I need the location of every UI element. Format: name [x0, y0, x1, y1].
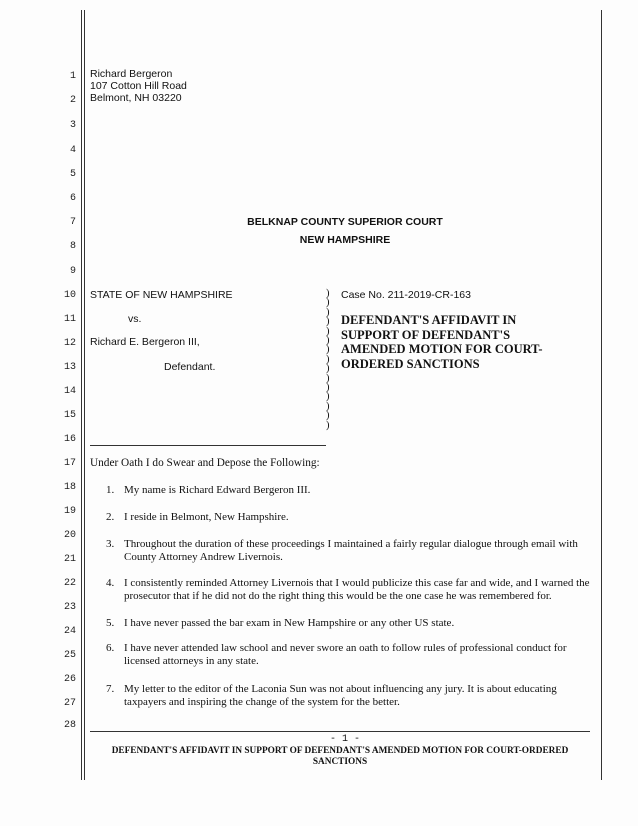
- caption-underline: [90, 445, 326, 446]
- line-number: 19: [63, 506, 76, 517]
- item-text: I consistently reminded Attorney Livernois that I would publicize this case far and wide, and I warned the prosecutor that if he did not do the right thing this would be the one case he was remembered for.: [124, 577, 590, 602]
- plaintiff: STATE OF NEW HAMPSHIRE: [90, 289, 233, 301]
- defendant-label: Defendant.: [164, 361, 216, 373]
- item-text: I have never attended law school and never swore an oath to follow rules of professional conduct for licensed attorneys in any state.: [124, 642, 567, 667]
- item-number: 1.: [106, 484, 115, 496]
- footer-title: DEFENDANT'S AFFIDAVIT IN SUPPORT OF DEFENDANT'S AMENDED MOTION FOR COURT-ORDERED SANCTIONS: [111, 746, 569, 767]
- line-number: 21: [63, 554, 76, 565]
- line-number: 18: [63, 482, 76, 493]
- city-state-zip: Belmont, NH 03220: [90, 92, 182, 104]
- item-text: My letter to the editor of the Laconia Sun was not about influencing any jury. It is about educating taxpayers and inspiring the change of the system for the better.: [124, 683, 557, 708]
- line-number: 10: [63, 290, 76, 301]
- line-number: 27: [63, 698, 76, 709]
- line-number: 1: [69, 71, 76, 82]
- line-number: 13: [63, 362, 76, 373]
- item-number: 4.: [106, 577, 115, 589]
- item-text: Throughout the duration of these proceedings I maintained a fairly regular dialogue through email with County Attorney Andrew Livernois.: [124, 538, 578, 563]
- page-number: - 1 -: [329, 734, 360, 745]
- line-number: 7: [69, 217, 76, 228]
- line-number: 11: [63, 314, 76, 325]
- intro-statement: Under Oath I do Swear and Depose the Following:: [90, 457, 320, 469]
- line-number: 4: [69, 145, 76, 156]
- right-margin-rule: [601, 10, 602, 780]
- line-number: 22: [63, 578, 76, 589]
- street-address: 107 Cotton Hill Road: [90, 80, 187, 92]
- case-number: Case No. 211-2019-CR-163: [341, 289, 471, 301]
- line-number: 9: [69, 266, 76, 277]
- line-number: 17: [63, 458, 76, 469]
- line-number: 6: [69, 193, 76, 204]
- versus-label: vs.: [128, 313, 142, 325]
- item-number: 5.: [106, 617, 115, 629]
- line-number: 24: [63, 626, 76, 637]
- line-number: 26: [63, 674, 76, 685]
- line-number: 3: [69, 120, 76, 131]
- item-number: 2.: [106, 511, 115, 523]
- line-number: 2: [69, 95, 76, 106]
- item-text: My name is Richard Edward Bergeron III.: [124, 484, 311, 496]
- caption-parentheses: ) ) ) ) ) ) ) ) ) ) ) ) ) ) ): [326, 288, 330, 431]
- item-text: I have never passed the bar exam in New Hampshire or any other US state.: [124, 617, 455, 629]
- court-state: NEW HAMPSHIRE: [299, 234, 391, 246]
- left-margin-rule-inner: [84, 10, 85, 780]
- line-number: 8: [69, 241, 76, 252]
- line-number: 16: [63, 434, 76, 445]
- line-number: 20: [63, 530, 76, 541]
- court-name: BELKNAP COUNTY SUPERIOR COURT: [247, 216, 443, 228]
- line-number: 5: [69, 169, 76, 180]
- line-number: 12: [63, 338, 76, 349]
- defendant-name: Richard E. Bergeron III,: [90, 336, 200, 348]
- line-number: 28: [63, 720, 76, 731]
- line-number: 15: [63, 410, 76, 421]
- line-number: 23: [63, 602, 76, 613]
- footer-rule: [90, 731, 590, 732]
- item-number: 7.: [106, 683, 115, 695]
- item-text: I reside in Belmont, New Hampshire.: [124, 511, 289, 523]
- left-margin-rule-outer: [81, 10, 82, 780]
- item-number: 6.: [106, 642, 115, 654]
- line-number: 14: [63, 386, 76, 397]
- line-number: 25: [63, 650, 76, 661]
- item-number: 3.: [106, 538, 115, 550]
- party-name: Richard Bergeron: [90, 68, 173, 80]
- document-title: DEFENDANT'S AFFIDAVIT IN SUPPORT OF DEFENDANT'S AMENDED MOTION FOR COURT-ORDERED SANCTIONS: [341, 313, 543, 371]
